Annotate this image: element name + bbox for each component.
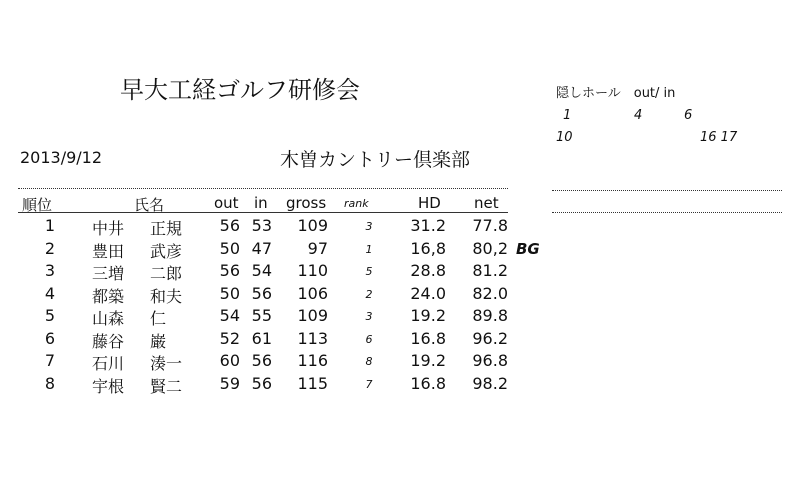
cell-out: 50 — [219, 238, 240, 258]
table-top-rule — [18, 188, 508, 189]
cell-hd: 19.2 — [410, 351, 446, 370]
cell-surname: 都築 — [92, 286, 125, 306]
cell-surname: 宇根 — [92, 376, 125, 396]
cell-rank: 2 — [365, 287, 373, 301]
cell-position: 5 — [44, 306, 56, 325]
cell-rank: 5 — [365, 265, 373, 278]
cell-surname: 豊田 — [92, 241, 125, 261]
cell-note: BG — [516, 239, 540, 258]
cell-rank: 6 — [365, 332, 373, 346]
cell-surname: 山森 — [92, 309, 125, 328]
table-header-rule — [18, 212, 508, 213]
cell-given: 仁 — [150, 309, 167, 328]
event-date: 2013/9/12 — [20, 148, 103, 167]
cell-gross: 106 — [297, 283, 328, 303]
cell-position: 2 — [44, 238, 56, 258]
cell-given: 湊一 — [150, 354, 183, 373]
hidden-holes-label: 隠しホール out/ in — [556, 86, 676, 101]
cell-given: 二郎 — [150, 264, 183, 283]
cell-surname: 石川 — [92, 354, 125, 373]
hidden-hole-number: 4 — [634, 108, 643, 123]
cell-rank: 8 — [365, 355, 373, 368]
cell-in: 56 — [251, 351, 272, 370]
cell-surname: 藤谷 — [92, 331, 125, 351]
cell-gross: 109 — [297, 306, 328, 325]
column-header-hd: HD — [418, 194, 441, 212]
cell-gross: 110 — [297, 261, 328, 280]
venue-name: 木曽カントリー倶楽部 — [280, 149, 471, 171]
cell-in: 54 — [251, 261, 272, 280]
cell-hd: 24.0 — [410, 283, 446, 303]
cell-in: 55 — [251, 306, 272, 325]
column-header-position: 順位 — [22, 196, 53, 214]
document-title: 早大工経ゴルフ研修会 — [120, 76, 360, 104]
column-header-name: 氏名 — [134, 196, 165, 214]
cell-hd: 16.8 — [410, 373, 446, 393]
cell-in: 56 — [251, 373, 272, 393]
divider-line — [552, 190, 782, 191]
cell-given: 巌 — [150, 331, 167, 351]
cell-out: 56 — [219, 261, 240, 280]
cell-out: 50 — [219, 283, 240, 303]
cell-out: 60 — [219, 351, 240, 370]
cell-hd: 28.8 — [410, 261, 446, 280]
cell-out: 52 — [219, 328, 240, 348]
cell-given: 和夫 — [150, 286, 183, 306]
cell-in: 61 — [251, 328, 272, 348]
column-header-net: net — [474, 194, 499, 212]
cell-hd: 31.2 — [410, 216, 446, 235]
cell-in: 53 — [251, 216, 272, 235]
cell-gross: 115 — [297, 373, 328, 393]
cell-net: 89.8 — [472, 306, 508, 325]
cell-given: 正規 — [150, 219, 183, 238]
cell-rank: 3 — [365, 310, 373, 323]
hidden-hole-number: 6 — [684, 108, 693, 123]
cell-gross: 113 — [297, 328, 328, 348]
cell-net: 96.8 — [472, 351, 508, 370]
cell-hd: 16,8 — [410, 238, 446, 258]
cell-in: 47 — [251, 238, 272, 258]
cell-hd: 19.2 — [410, 306, 446, 325]
cell-given: 武彦 — [150, 241, 183, 261]
cell-out: 54 — [219, 306, 240, 325]
cell-rank: 7 — [365, 377, 373, 391]
cell-in: 56 — [251, 283, 272, 303]
cell-surname: 中井 — [92, 219, 125, 238]
cell-rank: 1 — [365, 242, 373, 256]
column-header-rank: rank — [344, 197, 369, 210]
cell-net: 77.8 — [472, 216, 508, 235]
cell-position: 3 — [44, 261, 56, 280]
column-header-gross: gross — [286, 194, 327, 212]
cell-net: 96.2 — [472, 328, 508, 348]
cell-out: 59 — [219, 373, 240, 393]
cell-hd: 16.8 — [410, 328, 446, 348]
column-header-in: in — [254, 194, 268, 212]
cell-rank: 3 — [365, 220, 373, 233]
cell-gross: 116 — [297, 351, 328, 370]
cell-net: 81.2 — [472, 261, 508, 280]
cell-gross: 97 — [307, 238, 328, 258]
hidden-hole-number: 16 17 — [700, 130, 738, 145]
cell-net: 80,2 — [472, 238, 508, 258]
cell-position: 1 — [44, 216, 56, 235]
cell-position: 4 — [44, 283, 56, 303]
cell-net: 82.0 — [472, 283, 508, 303]
cell-gross: 109 — [297, 216, 328, 235]
column-header-out: out — [214, 194, 239, 212]
hidden-hole-number: 1 — [563, 108, 572, 123]
divider-line — [552, 212, 782, 213]
hidden-hole-number: 10 — [556, 130, 573, 145]
cell-surname: 三増 — [92, 264, 125, 283]
cell-position: 7 — [44, 351, 56, 370]
cell-out: 56 — [219, 216, 240, 235]
cell-given: 賢二 — [150, 376, 183, 396]
cell-net: 98.2 — [472, 373, 508, 393]
cell-position: 8 — [44, 373, 56, 393]
cell-position: 6 — [44, 328, 56, 348]
